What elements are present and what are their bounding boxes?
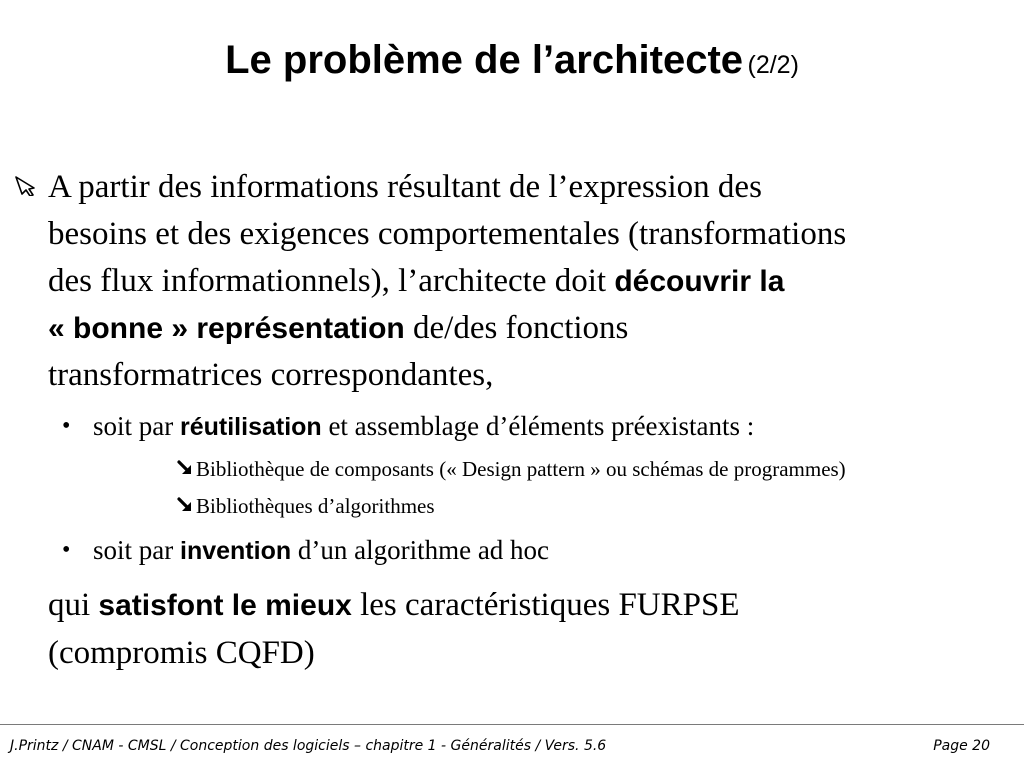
intro-line-1: A partir des informations résultant de l’expression des — [48, 169, 762, 205]
footer-divider — [0, 724, 1024, 725]
bullet-1-emphasis: réutilisation — [180, 413, 322, 441]
bullet-item-2 — [93, 535, 549, 566]
bullet-1-suffix: et assemblage d’éléments préexistants : — [321, 411, 755, 441]
closing-emphasis: satisfont le mieux — [98, 589, 352, 622]
sub-item-1: Bibliothèque de composants (« Design pattern » ou schémas de programmes) — [196, 457, 846, 481]
intro-emphasis-1: découvrir la — [614, 265, 785, 298]
page-number: Page 20 — [933, 738, 990, 754]
intro-paragraph — [48, 164, 1023, 399]
sub-item-2: Bibliothèques d’algorithmes — [196, 494, 435, 518]
closing-suffix: les caractéristiques FURPSE — [351, 587, 740, 623]
intro-line-5: transformatrices correspondantes, — [48, 357, 494, 393]
bullet-2-emphasis: invention — [180, 537, 292, 565]
bullet-dot-2: • — [62, 537, 71, 563]
outlined-right-arrow-icon — [14, 174, 44, 196]
slide-title — [0, 38, 1024, 83]
slide-title-main: Le problème de l’architecte — [225, 38, 744, 82]
slide-title-suffix: (2/2) — [747, 51, 799, 79]
intro-line-4-text: de/des fonctions — [404, 310, 629, 346]
closing-prefix: qui — [48, 587, 99, 623]
bullet-2-prefix: soit par — [93, 535, 180, 565]
footer-credits: J.Printz / CNAM - CMSL / Conception des logiciels – chapitre 1 - Généralités / Vers. 5.6 — [10, 738, 607, 754]
down-right-arrow-icon — [176, 459, 194, 477]
bullet-item-1 — [93, 411, 754, 442]
bullet-2-suffix: d’un algorithme ad hoc — [291, 535, 550, 565]
down-right-arrow-icon — [176, 496, 194, 514]
bullet-dot-1: • — [62, 413, 71, 439]
intro-line-4 — [48, 305, 1023, 352]
intro-line-3-text: des flux informationnels), l’architecte doit — [48, 263, 615, 299]
intro-emphasis-2: « bonne » représentation — [48, 312, 405, 345]
intro-line-2: besoins et des exigences comportementales (transformations — [48, 216, 847, 252]
closing-line-1 — [48, 582, 740, 629]
closing-line-2: (compromis CQFD) — [48, 635, 315, 671]
intro-line-3 — [48, 258, 1023, 305]
bullet-1-prefix: soit par — [93, 411, 180, 441]
